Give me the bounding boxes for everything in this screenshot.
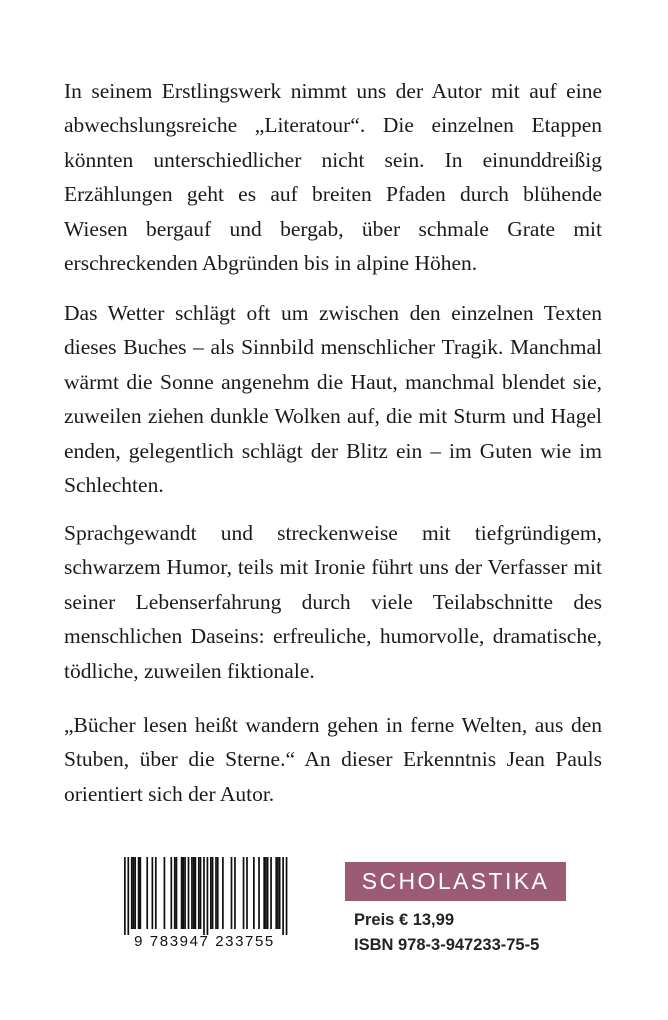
barcode-bar bbox=[275, 857, 277, 929]
barcode-bar bbox=[164, 857, 166, 929]
barcode-bar bbox=[253, 857, 255, 929]
isbn-label: ISBN 978-3-947233-75-5 bbox=[354, 936, 540, 954]
barcode-bar bbox=[152, 857, 154, 929]
barcode-bar bbox=[210, 857, 212, 929]
barcode-bar bbox=[174, 857, 176, 929]
barcode-bar bbox=[243, 857, 245, 929]
barcode-bar bbox=[176, 857, 178, 929]
barcode-bar bbox=[217, 857, 219, 929]
barcode-bar bbox=[263, 857, 265, 929]
barcode-bar bbox=[131, 857, 133, 929]
barcode-bar bbox=[181, 857, 183, 929]
barcode-bar bbox=[222, 857, 224, 929]
blurb-paragraph-1: In seinem Erstlingswerk nimmt uns der Autor mit auf eine abwechslungsreiche „Literatour“. Die einzelnen Etappen könnten unterschiedlicher nicht sein. In einunddreißig Erzählungen geht es auf breiten Pfaden durch blühende Wiesen bergauf und bergab, über schmale Grate mit erschreckenden Abgründen bis in alpine Höhen. bbox=[64, 79, 602, 276]
barcode-bar bbox=[267, 857, 269, 929]
blurb-paragraph-3: Sprachgewandt und streckenweise mit tiefgründigem, schwarzem Humor, teils mit Ironie führt uns der Verfasser mit seiner Lebenserfahrung durch viele Teilabschnitte des menschlichen Daseins: erfreuliche, humorvolle, dramatische, tödliche, zuweilen fiktionale. bbox=[64, 521, 602, 683]
barcode-bar bbox=[198, 857, 200, 929]
barcode-bar bbox=[133, 857, 135, 929]
barcode-bar bbox=[215, 857, 217, 929]
barcode-bar bbox=[234, 857, 236, 929]
blurb-paragraph-4: „Bücher lesen heißt wandern gehen in ferne Welten, aus den Stuben, über die Sterne.“ An dieser Erkenntnis Jean Pauls orientiert sich der Autor. bbox=[64, 713, 602, 806]
barcode-bar bbox=[146, 857, 148, 929]
barcode-bar bbox=[124, 857, 126, 935]
isbn-barcode bbox=[112, 857, 297, 957]
barcode-bars bbox=[112, 857, 297, 935]
publisher-logo: SCHOLASTIKA bbox=[345, 862, 566, 901]
barcode-bar bbox=[246, 857, 248, 929]
barcode-bar bbox=[258, 857, 260, 929]
barcode-bar bbox=[127, 857, 129, 935]
barcode-bar bbox=[188, 857, 190, 929]
barcode-digits: 9 783947 233755 bbox=[134, 933, 275, 950]
barcode-bar bbox=[155, 857, 157, 929]
barcode-bar bbox=[212, 857, 214, 929]
barcode-bar bbox=[277, 857, 279, 929]
barcode-bar bbox=[286, 857, 288, 935]
barcode-bar bbox=[231, 857, 233, 929]
barcode-bar bbox=[138, 857, 140, 929]
barcode-bar bbox=[270, 857, 272, 929]
barcode-bar bbox=[195, 857, 197, 929]
barcode-bar bbox=[184, 857, 186, 929]
barcode-bar bbox=[170, 857, 172, 929]
barcode-bar bbox=[200, 857, 202, 929]
barcode-bar bbox=[282, 857, 284, 935]
barcode-bar bbox=[193, 857, 195, 929]
barcode-bar bbox=[139, 857, 141, 929]
blurb-paragraph-2: Das Wetter schlägt oft um zwischen den einzelnen Texten dieses Buches – als Sinnbild menschlicher Tragik. Manchmal wärmt die Sonne angenehm die Haut, manchmal blendet sie, zuweilen ziehen dunkle Wolken auf, die mit Sturm und Hagel enden, gelegentlich schlägt der Blitz ein – im Guten wie im Schlechten. bbox=[64, 301, 602, 498]
barcode-bar bbox=[279, 857, 281, 929]
barcode-bar bbox=[182, 857, 184, 929]
barcode-bar bbox=[134, 857, 136, 929]
barcode-bar bbox=[203, 857, 205, 935]
barcode-bar bbox=[207, 857, 209, 935]
barcode-bar bbox=[265, 857, 267, 929]
price-label: Preis € 13,99 bbox=[354, 911, 454, 929]
barcode-bar bbox=[191, 857, 193, 929]
